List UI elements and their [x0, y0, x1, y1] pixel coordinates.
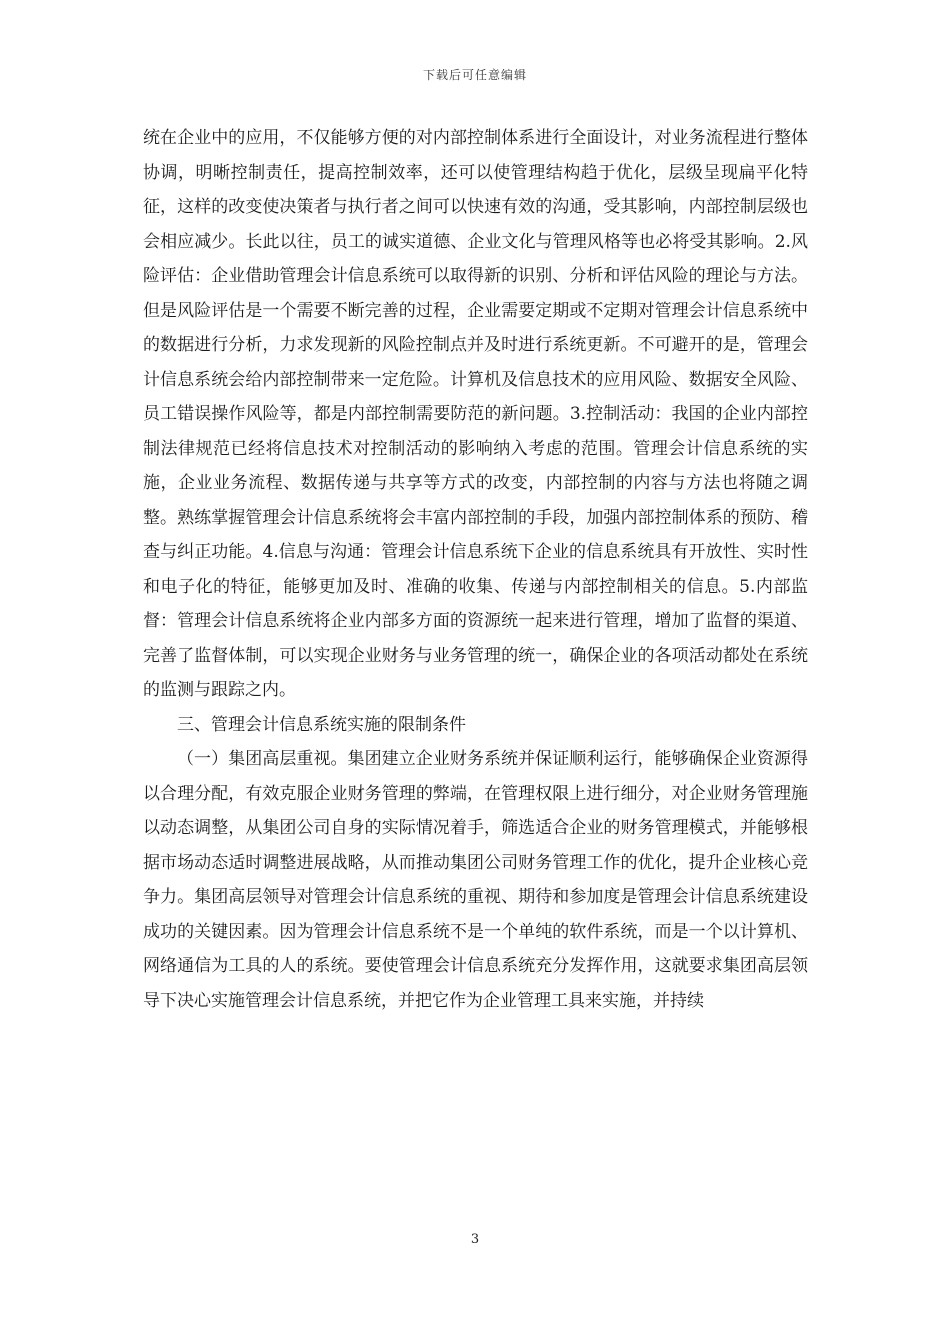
body-paragraph: （一）集团高层重视。集团建立企业财务系统并保证顺利运行，能够确保企业资源得以合理分配，有效克服企业财务管理的弊端，在管理权限上进行细分，对企业财务管理施以动态调整，从集团公司自身的实际情况着手，筛选适合企业的财务管理模式，并能够根据市场动态适时调整进展战略，从而推动集团公司财务管理工作的优化，提升企业核心竞争力。集团高层领导对管理会计信息系统的重视、期待和参加度是管理会计信息系统建设成功的关键因素。因为管理会计信息系统不是一个单纯的软件系统，而是一个以计算机、网络通信为工具的人的系统。要使管理会计信息系统充分发挥作用，这就要求集团高层领导下决心实施管理会计信息系统，并把它作为企业管理工具来实施，并持续: [143, 749, 808, 1011]
page-number: 3: [470, 1232, 480, 1247]
body-paragraph-continued: 统在企业中的应用，不仅能够方便的对内部控制体系进行全面设计，对业务流程进行整体协调，明晰控制责任，提高控制效率，还可以使管理结构趋于优化，层级呈现扁平化特征，这样的改变使决策者与执行者之间可以快速有效的沟通，受其影响，内部控制层级也会相应减少。长此以往，员工的诚实道德、企业文化与管理风格等也必将受其影响。2.风险评估：企业借助管理会计信息系统可以取得新的识别、分析和评估风险的理论与方法。但是风险评估是一个需要不断完善的过程，企业需要定期或不定期对管理会计信息系统中的数据进行分析，力求发现新的风险控制点并及时进行系统更新。不可避开的是，管理会计信息系统会给内部控制带来一定危险。计算机及信息技术的应用风险、数据安全风险、员工错误操作风险等，都是内部控制需要防范的新问题。3.控制活动：我国的企业内部控制法律规范已经将信息技术对控制活动的影响纳入考虑的范围。管理会计信息系统的实施，企业业务流程、数据传递与共享等方式的改变，内部控制的内容与方法也将随之调整。熟练掌握管理会计信息系统将会丰富内部控制的手段，加强内部控制体系的预防、稽查与纠正功能。4.信息与沟通：管理会计信息系统下企业的信息系统具有开放性、实时性和电子化的特征，能够更加及时、准确的收集、传递与内部控制相关的信息。5.内部监督：管理会计信息系统将企业内部多方面的资源统一起来进行管理，增加了监督的渠道、完善了监督体制，可以实现企业财务与业务管理的统一，确保企业的各项活动都处在系统的监测与跟踪之内。: [143, 128, 808, 700]
section-heading: 三、管理会计信息系统实施的限制条件: [177, 714, 466, 735]
document-body: [143, 121, 808, 1018]
page-header: 下载后可任意编辑: [422, 68, 527, 82]
